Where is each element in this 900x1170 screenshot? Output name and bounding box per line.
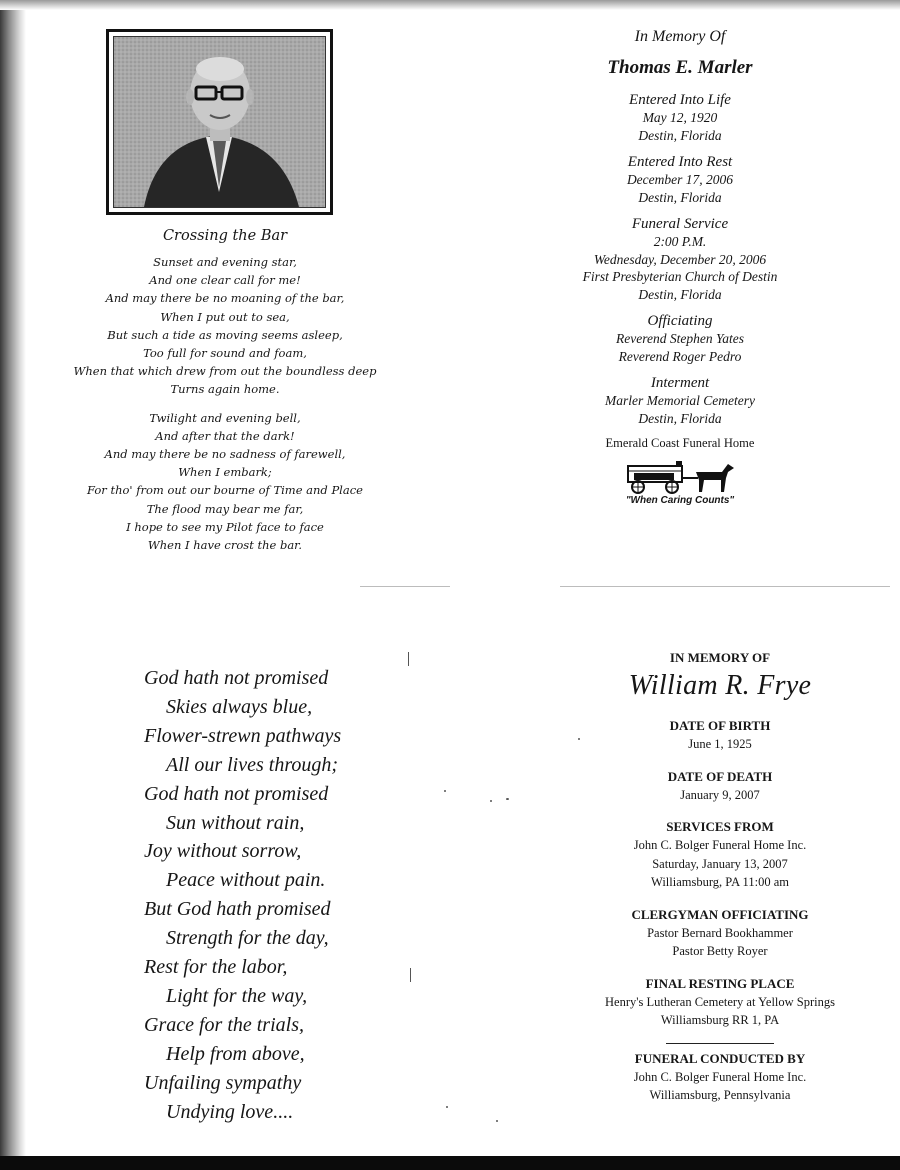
poem-crossing-the-bar	[70, 228, 380, 554]
cemetery: Henry's Lutheran Cemetery at Yellow Springs	[605, 994, 835, 1009]
poem-line: Grace for the trials,	[144, 1013, 304, 1036]
memorial-photo	[106, 29, 333, 215]
deceased-name: Thomas E. Marler	[607, 57, 753, 78]
cemetery-place: Williamsburg RR 1, PA	[660, 1013, 780, 1027]
poem-line: The flood may bear me far,	[146, 501, 304, 516]
scan-speck	[446, 1106, 448, 1108]
cemetery-place: Destin, Florida	[638, 410, 722, 426]
scan-speck	[410, 968, 411, 982]
section-title: DATE OF BIRTH	[669, 718, 771, 733]
section-title: Interment	[650, 375, 710, 391]
birth-place: Destin, Florida	[638, 127, 722, 143]
poem-line: Too full for sound and foam,	[143, 346, 307, 361]
poem-line: Turns again home.	[170, 382, 280, 397]
services-section	[578, 817, 862, 892]
section-title: Officiating	[647, 313, 713, 329]
funeral-home-name: Emerald Coast Funeral Home	[605, 436, 755, 450]
frye-memorial-program	[578, 650, 862, 1118]
interment-section	[560, 374, 800, 427]
cemetery: Marler Memorial Cemetery	[605, 393, 755, 408]
funeral-home-place: Williamsburg, Pennsylvania	[649, 1088, 791, 1102]
memorial-heading: IN MEMORY OF	[669, 650, 771, 665]
resting-place-section	[578, 974, 862, 1030]
poem-line: I hope to see my Pilot face to face	[126, 519, 324, 534]
officiant: Reverend Stephen Yates	[616, 331, 744, 346]
poem-line: But such a tide as moving seems asleep,	[107, 327, 343, 342]
poem-line: When I have crost the bar.	[147, 538, 303, 553]
poem-line: When I embark;	[178, 465, 272, 480]
clergy-section	[578, 905, 862, 961]
poem-line: Skies always blue,	[166, 695, 313, 718]
poem-title: Crossing the Bar	[162, 228, 288, 244]
poem-line: Flower-strewn pathways	[144, 724, 342, 747]
officiant: Reverend Roger Pedro	[618, 348, 742, 364]
death-place: Destin, Florida	[638, 189, 722, 205]
poem-line: Twilight and evening bell,	[149, 410, 301, 425]
scan-speck	[578, 738, 580, 740]
poem-line: Sun without rain,	[166, 811, 305, 834]
top-page-edge	[0, 0, 900, 10]
clergy-name: Pastor Betty Royer	[672, 944, 768, 958]
birth-date: May 12, 1920	[642, 110, 718, 125]
binding-shadow	[0, 0, 26, 1170]
funeral-service-section	[560, 215, 800, 303]
conducted-by-section	[578, 1049, 862, 1105]
marler-memorial-program	[560, 28, 800, 506]
poem-line: Help from above,	[166, 1042, 305, 1065]
poem-line: When that which drew from out the boundless deep	[73, 364, 377, 379]
memorial-heading: In Memory Of	[634, 28, 726, 45]
service-time: 2:00 P.M.	[653, 234, 707, 249]
funeral-home-slogan: "When Caring Counts"	[625, 495, 735, 506]
officiating-section	[560, 312, 800, 365]
death-date: December 17, 2006	[626, 172, 734, 187]
scan-speck	[490, 800, 492, 802]
deceased-name: William R. Frye	[628, 670, 812, 701]
entered-life-section	[560, 91, 800, 144]
poem-line: Unfailing sympathy	[144, 1071, 302, 1094]
section-title: Entered Into Rest	[627, 154, 733, 170]
birth-date: June 1, 1925	[688, 737, 752, 751]
section-title: Entered Into Life	[629, 92, 731, 108]
poem-line: Rest for the labor,	[144, 956, 288, 979]
poem-line: Peace without pain.	[166, 869, 326, 892]
fold-line-left	[360, 586, 450, 587]
service-place: Destin, Florida	[638, 286, 722, 302]
scan-bottom-edge	[0, 1156, 900, 1170]
poem-line: And after that the dark!	[155, 428, 295, 443]
poem-line: Strength for the day,	[166, 927, 329, 950]
funeral-home-name: John C. Bolger Funeral Home Inc.	[633, 1069, 807, 1084]
birth-section	[578, 716, 862, 754]
death-date: January 9, 2007	[680, 787, 760, 802]
section-title: DATE OF DEATH	[667, 768, 773, 784]
poem-line: For tho' from out our bourne of Time and Place	[87, 483, 363, 498]
poem-line: And one clear call for me!	[149, 273, 301, 288]
scan-speck	[506, 798, 509, 800]
scan-speck	[444, 790, 446, 792]
services-date: Saturday, January 13, 2007	[652, 856, 788, 871]
poem-line: All our lives through;	[166, 753, 339, 776]
service-venue: First Presbyterian Church of Destin	[582, 269, 778, 284]
services-place-time: Williamsburg, PA 11:00 am	[651, 875, 789, 889]
clergy-name: Pastor Bernard Bookhammer	[647, 925, 793, 940]
divider-rule	[666, 1043, 774, 1044]
section-title: FUNERAL CONDUCTED BY	[634, 1050, 806, 1066]
section-title: FINAL RESTING PLACE	[645, 975, 795, 991]
poem-god-hath-not-promised	[144, 664, 414, 1127]
poem-line: But God hath promised	[144, 898, 331, 921]
fold-line-right	[560, 586, 890, 587]
section-title: CLERGYMAN OFFICIATING	[631, 906, 809, 922]
poem-line: Undying love....	[166, 1100, 294, 1123]
poem-line: And may there be no sadness of farewell,	[104, 447, 346, 462]
poem-line: Joy without sorrow,	[144, 840, 302, 863]
scan-speck	[496, 1120, 498, 1122]
poem-line: God hath not promised	[144, 782, 329, 805]
services-venue: John C. Bolger Funeral Home Inc.	[633, 838, 807, 852]
entered-rest-section	[560, 153, 800, 206]
horse-drawn-hearse-icon	[624, 458, 736, 494]
section-title: SERVICES FROM	[666, 819, 774, 834]
death-section	[578, 767, 862, 805]
poem-line: When I put out to sea,	[160, 309, 290, 324]
section-title: Funeral Service	[631, 216, 729, 232]
poem-line: God hath not promised	[144, 667, 329, 689]
service-date: Wednesday, December 20, 2006	[593, 251, 767, 267]
poem-line: And may there be no moaning of the bar,	[105, 291, 345, 306]
poem-line: Light for the way,	[166, 984, 308, 1007]
poem-line: Sunset and evening star,	[153, 255, 297, 269]
portrait-image	[113, 36, 326, 208]
scan-speck	[408, 652, 409, 666]
